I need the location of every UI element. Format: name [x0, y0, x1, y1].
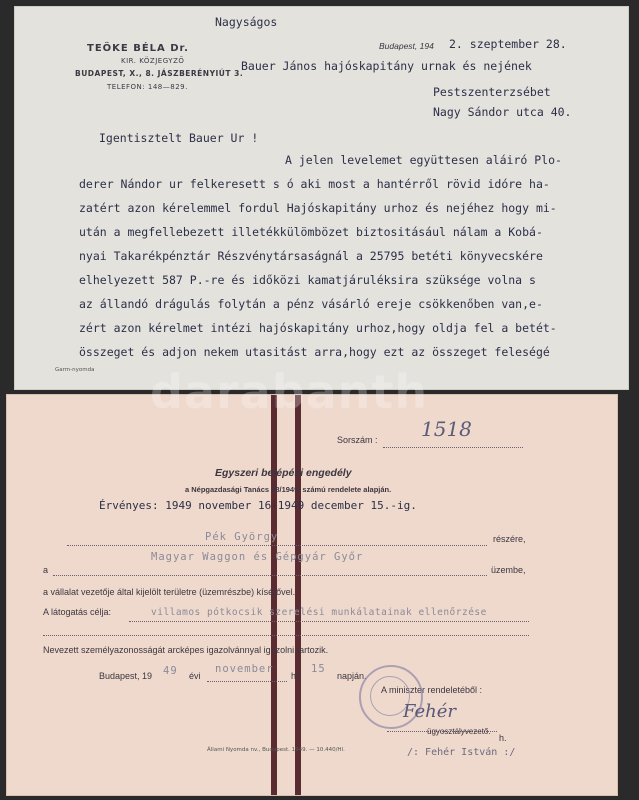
body-line: zatért azon kérelemmel fordul Hajóskapitány urhoz és nejéhez hogy mi- [79, 201, 557, 215]
body-line: derer Nándor ur felkeresett s ó aki most a hantérről rövid idóre ha- [79, 177, 550, 191]
permit-form [6, 394, 618, 796]
body-line: az állandó drágulás folytán a pénz vásárló ereje csökkenőben van,e- [79, 297, 543, 311]
letterhead-name: TEÖKE BÉLA Dr. [87, 43, 189, 54]
purpose-dots-2 [43, 635, 529, 636]
serial-label: Sorszám : [337, 435, 378, 445]
body-line: elhelyezett 587 P.-re és időközi kamatjáruléksira szüksége volna s [79, 273, 536, 287]
serial-dots [383, 447, 523, 448]
body-line: után a megfellebezett illetékkülömbözet biztositásául nálam a Kobá- [79, 225, 543, 239]
typed-name: /: Fehér István :/ [407, 747, 516, 758]
company-prefix: a [43, 565, 49, 575]
date-month: november [215, 663, 274, 675]
form-title: Egyszeri belépési engedély [215, 467, 352, 479]
body-line: zért azon kérelmet intézi hajóskapitány urhoz,hogy oldja fel a betét- [79, 321, 557, 335]
greeting: Igentisztelt Bauer Ur ! [99, 131, 259, 145]
body-line: A jelen levelemet együttesen aláiró Plo- [285, 153, 562, 167]
signature: Fehér [403, 701, 457, 722]
body-line: összeget és adjon nekem utasitást arra,hogy ezt az összeget feleségé [79, 345, 550, 359]
company-dots [53, 575, 487, 576]
recipient-name: Bauer János hajóskapitány urnak és nejének [241, 59, 532, 73]
company-suffix: üzembe, [491, 565, 526, 575]
body-line: nyai Takarékpénztár Részvénytársaságnál a 25795 betéti könyvecskére [79, 249, 543, 263]
person-suffix: részére, [493, 534, 526, 544]
recipient-city: Pestszenterzsébet [433, 85, 551, 99]
person-dots [67, 545, 487, 546]
valid-line: Érvényes: 1949 november 16-1949 december 15.-ig. [99, 499, 417, 512]
ribbon-band-right [295, 395, 301, 795]
recipient-street: Nagy Sándor utca 40. [433, 105, 572, 119]
date-prefix: Budapest, 194 [379, 41, 434, 51]
watermark: darabanth [150, 365, 429, 419]
letterhead-address: BUDAPEST, X., 8. JÁSZBERÉNYIÚT 3. [75, 69, 244, 78]
purpose-dots-1 [129, 621, 529, 622]
date-evi: évi [189, 671, 201, 681]
minister-label: A miniszter rendeletéből : [381, 685, 483, 695]
escort-text: a vállalat vezetője által kijelölt területre (üzemrészbe) kísérővel. [43, 587, 296, 597]
person-value: Pék György [205, 531, 279, 543]
letter-document [14, 6, 629, 390]
date-ho: hó [291, 671, 302, 681]
letterhead-phone: TELEFON: 148—829. [107, 83, 188, 91]
company-value: Magyar Waggon és Gépgyár Győr [151, 551, 364, 563]
date-napjan: napján. [337, 671, 367, 681]
h-mark: h. [499, 733, 507, 743]
letterhead-title: KIR. KÖZJEGYZŐ [121, 57, 185, 65]
form-printer: Állami Nyomda nv., Budapest. 1949. — 10.440/Hl. [207, 747, 345, 753]
letter-printer: Garm-nyomda [55, 367, 95, 373]
date-city: Budapest, 19 [99, 671, 153, 681]
date-month-dots [207, 681, 287, 682]
salutation-top: Nagyságos [215, 15, 278, 29]
dept-head: ügyosztályvezető. [427, 727, 491, 736]
purpose-label: A látogatás célja: [43, 607, 112, 617]
date-day: 15 [311, 663, 326, 675]
serial-value: 1518 [421, 417, 472, 441]
date-value: 2. szeptember 28. [449, 37, 567, 51]
form-subtitle: a Népgazdasági Tanács 38/1949. számú rendelete alapján. [185, 485, 392, 494]
purpose-value: villamos pótkocsik szerelési munkálatainak ellenőrzése [151, 607, 487, 618]
date-year: 49 [163, 665, 178, 677]
id-text: Nevezett személyazonosságát arcképes igazolvánnyal igazolni tartozik. [43, 645, 329, 655]
